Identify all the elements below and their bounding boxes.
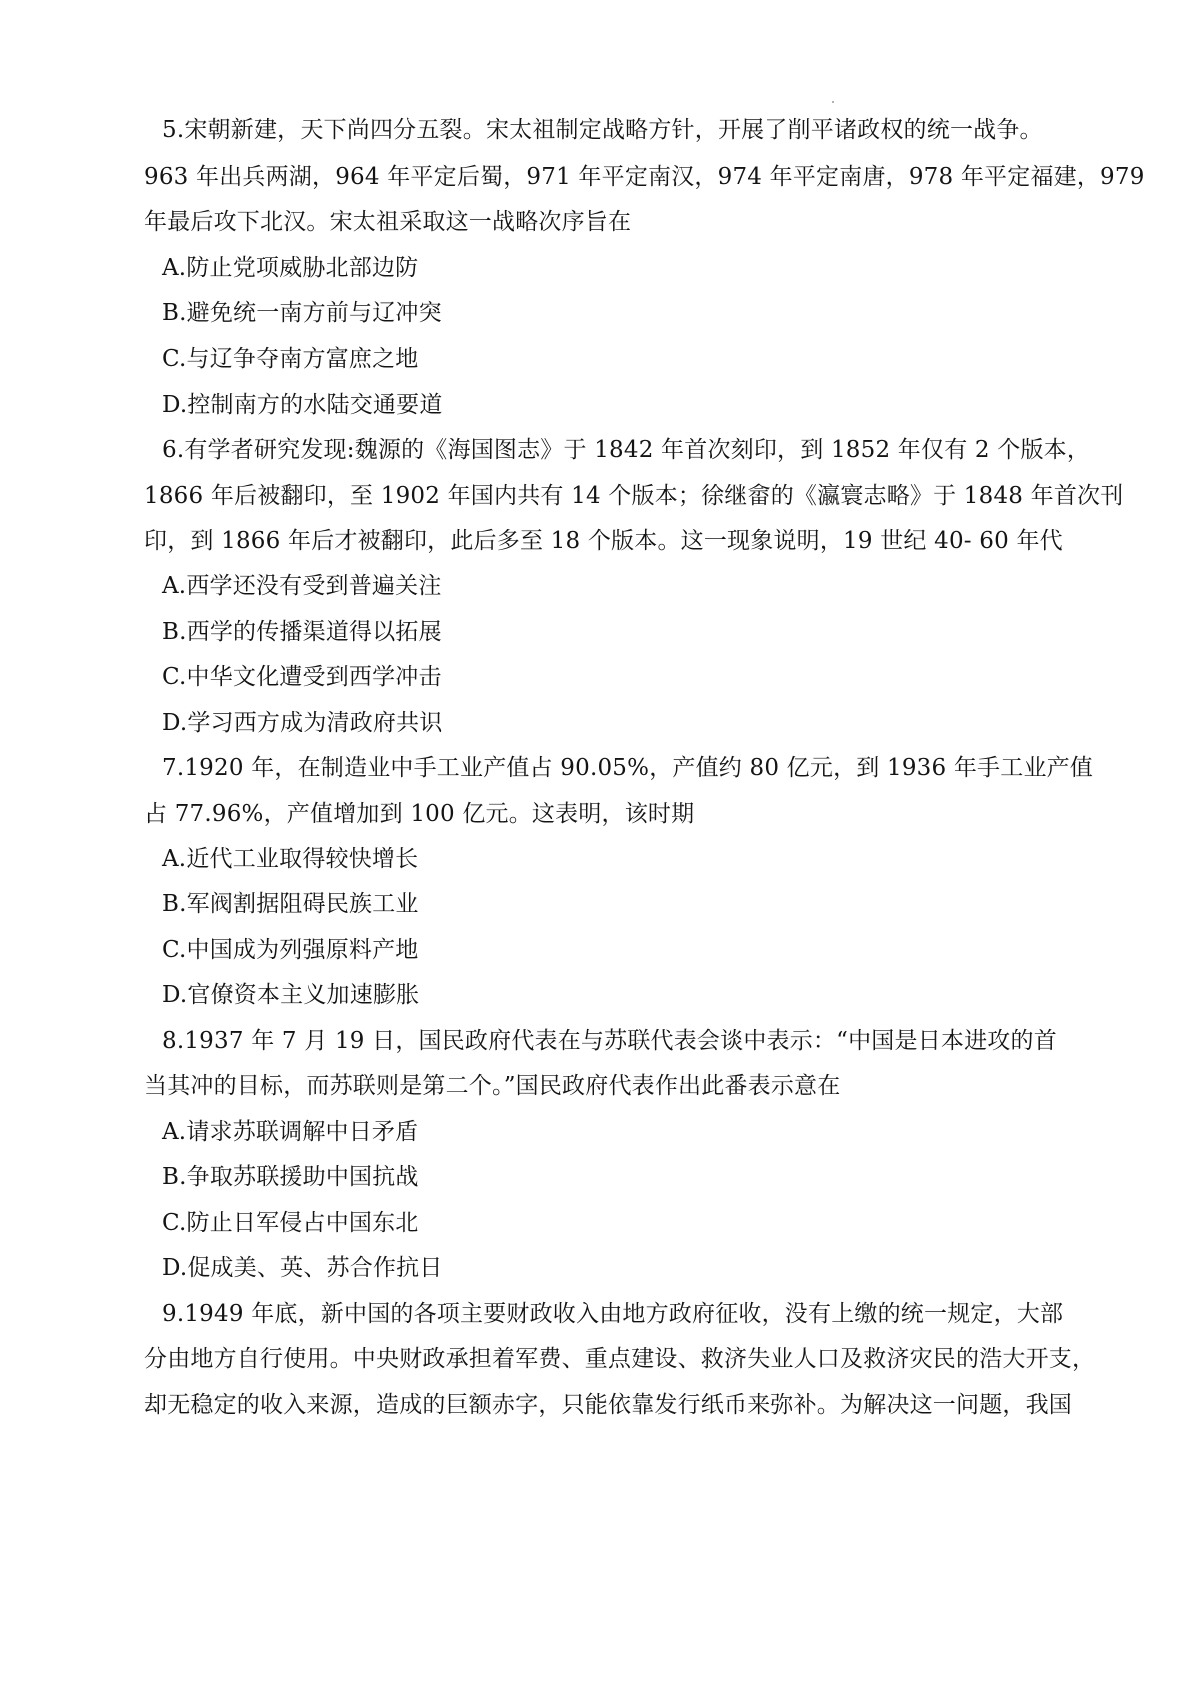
q5-option-d: D.控制南方的水陆交通要道 xyxy=(162,392,443,418)
q7-option-c: C.中国成为列强原料产地 xyxy=(162,937,419,963)
q6-option-d: D.学习西方成为清政府共识 xyxy=(162,710,443,736)
q8-option-b: B.争取苏联援助中国抗战 xyxy=(162,1164,419,1190)
q7-stem-line-1: 7.1920 年，在制造业中手工业产值占 90.05%，产值约 80 亿元，到 1936 年手工业产值 xyxy=(162,755,1094,781)
q6-option-a: A.西学还没有受到普遍关注 xyxy=(162,573,442,599)
q5-stem-line-3: 年最后攻下北汉。宋太祖采取这一战略次序旨在 xyxy=(144,209,632,235)
q9-stem-line-2: 分由地方自行使用。中央财政承担着军费、重点建设、救济失业人口及救济灾民的浩大开支， xyxy=(144,1346,1096,1372)
q8-option-c: C.防止日军侵占中国东北 xyxy=(162,1210,419,1236)
q7-stem-line-2: 占 77.96%，产值增加到 100 亿元。这表明，该时期 xyxy=(144,801,695,827)
q5-stem-line-2: 963 年出兵两湖，964 年平定后蜀，971 年平定南汉，974 年平定南唐，978 年平定福建，979 xyxy=(144,164,1145,190)
q8-option-a: A.请求苏联调解中日矛盾 xyxy=(162,1119,419,1145)
q5-stem-line-1: 5.宋朝新建，天下尚四分五裂。宋太祖制定战略方针，开展了削平诸政权的统一战争。 xyxy=(162,117,1043,143)
q6-option-b: B.西学的传播渠道得以拓展 xyxy=(162,619,442,645)
q6-stem-line-2: 1866 年后被翻印，至 1902 年国内共有 14 个版本；徐继畲的《瀛寰志略》于 1848 年首次刊 xyxy=(144,483,1124,509)
q8-option-d: D.促成美、英、苏合作抗日 xyxy=(162,1255,443,1281)
q9-stem-line-1: 9.1949 年底，新中国的各项主要财政收入由地方政府征收，没有上缴的统一规定，大部 xyxy=(162,1301,1064,1327)
q9-stem-line-3: 却无稳定的收入来源，造成的巨额赤字，只能依靠发行纸币来弥补。为解决这一问题，我国 xyxy=(144,1392,1072,1418)
q8-stem-line-1: 8.1937 年 7 月 19 日，国民政府代表在与苏联代表会谈中表示：“中国是日本进攻的首 xyxy=(162,1028,1057,1054)
scan-speck xyxy=(832,101,834,103)
q6-stem-line-1: 6.有学者研究发现:魏源的《海国图志》于 1842 年首次刻印，到 1852 年仅有 2 个版本， xyxy=(162,437,1091,463)
q5-option-a: A.防止党项威胁北部边防 xyxy=(162,255,419,281)
q7-option-d: D.官僚资本主义加速膨胀 xyxy=(162,982,420,1008)
q7-option-a: A.近代工业取得较快增长 xyxy=(162,846,419,872)
q7-option-b: B.军阀割据阻碍民族工业 xyxy=(162,891,419,917)
q6-option-c: C.中华文化遭受到西学冲击 xyxy=(162,664,442,690)
q8-stem-line-2: 当其冲的目标，而苏联则是第二个。”国民政府代表作出此番表示意在 xyxy=(144,1073,841,1099)
q6-stem-line-3: 印，到 1866 年后才被翻印，此后多至 18 个版本。这一现象说明，19 世纪 40- 60 年代 xyxy=(144,528,1063,554)
q5-option-b: B.避免统一南方前与辽冲突 xyxy=(162,300,442,326)
q5-option-c: C.与辽争夺南方富庶之地 xyxy=(162,346,419,372)
